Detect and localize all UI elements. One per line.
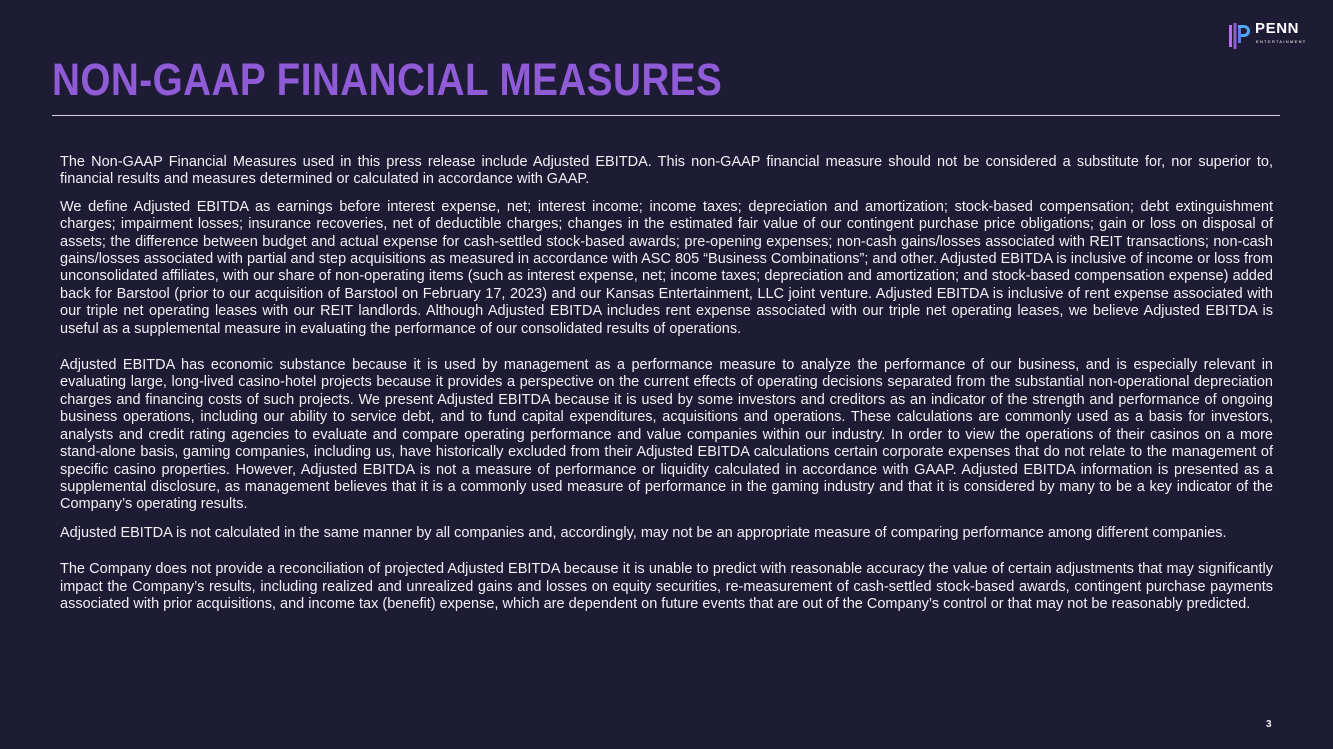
title-divider <box>52 115 1280 116</box>
paragraph-definition: We define Adjusted EBITDA as earnings before interest expense, net; interest income; income taxes; depreciation and amortization; stock-based compensation; debt extinguishment charges; impairment losses; insurance recoveries, net of deductible charges; changes in the estimated fair value of our contingent purchase price obligations; gain or loss on disposal of assets; the difference between budget and actual expense for cash-settled stock-based awards; pre-opening expenses; non-cash gains/losses associated with REIT transactions; non-cash gains/losses associated with partial and step acquisitions as measured in accordance with ASC 805 “Business Combinations”; and other. Adjusted EBITDA is inclusive of income or loss from unconsolidated affiliates, with our share of non-operating items (such as interest expense, net; income taxes; depreciation and amortization; and stock-based compensation expense) added back for Barstool (prior to our acquisition of Barstool on February 17, 2023) and our Kansas Entertainment, LLC joint venture. Adjusted EBITDA is inclusive of rent expense associated with our triple net operating leases with our REIT landlords. Although Adjusted EBITDA includes rent expense associated with our triple net operating leases, we believe Adjusted EBITDA is useful as a supplemental measure in evaluating the performance of our consolidated results of operations. <box>60 198 1273 337</box>
paragraph-reconciliation: The Company does not provide a reconciliation of projected Adjusted EBITDA because it is unable to predict with reasonable accuracy the value of certain adjustments that may significantly impact the Company’s results, including realized and unrealized gains and losses on equity securities, re-measurement of cash-settled stock-based awards, contingent purchase payments associated with prior acquisitions, and income tax (benefit) expense, which are dependent on future events that are out of the Company’s control or that may not be reasonably predicted. <box>60 561 1273 612</box>
paragraph-intro: The Non-GAAP Financial Measures used in this press release include Adjusted EBITDA. This non-GAAP financial measure should not be considered a substitute for, nor superior to, financial results and measures determined or calculated in accordance with GAAP. <box>60 154 1273 188</box>
penn-logo <box>1228 20 1318 52</box>
penn-p-logo-icon <box>1228 21 1252 51</box>
logo-subtitle: ENTERTAINMENT <box>1256 39 1307 44</box>
logo-wordmark: PENN <box>1255 20 1300 37</box>
body-text <box>60 154 1273 613</box>
page-number: 3 <box>1266 719 1272 730</box>
paragraph-comparability: Adjusted EBITDA is not calculated in the same manner by all companies and, accordingly, may not be an appropriate measure of comparing performance among different companies. <box>60 524 1227 541</box>
page-title: NON-GAAP FINANCIAL MEASURES <box>52 54 723 105</box>
paragraph-economic-substance: Adjusted EBITDA has economic substance because it is used by management as a performance measure to analyze the performance of our business, and is especially relevant in evaluating large, long-lived casino-hotel projects because it provides a perspective on the current effects of operating decisions separated from the substantial non-operational depreciation charges and financing costs of such projects. We present Adjusted EBITDA because it is used by some investors and creditors as an indicator of the strength and performance of ongoing business operations, including our ability to service debt, and to fund capital expenditures, acquisitions and operations. These calculations are commonly used as a basis for investors, analysts and credit rating agencies to evaluate and compare operating performance and value companies within our industry. In order to view the operations of their casinos on a more stand-alone basis, gaming companies, including us, have historically excluded from their Adjusted EBITDA calculations certain corporate expenses that do not relate to the management of specific casino properties. However, Adjusted EBITDA is not a measure of performance or liquidity calculated in accordance with GAAP. Adjusted EBITDA information is presented as a supplemental disclosure, as management believes that it is a commonly used measure of performance in the gaming industry and that it is considered by many to be a key indicator of the Company’s operating results. <box>60 357 1273 513</box>
